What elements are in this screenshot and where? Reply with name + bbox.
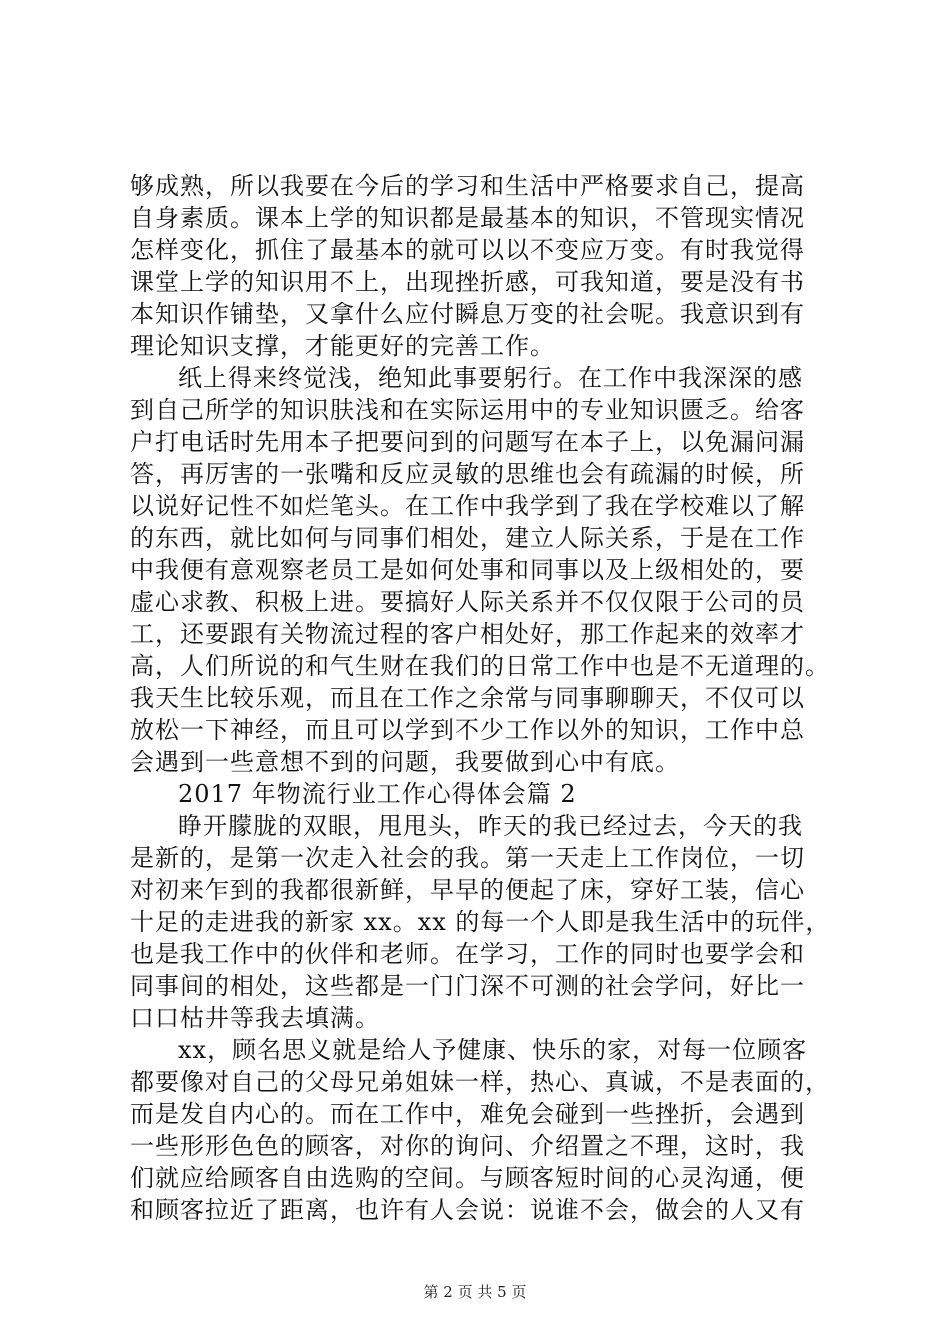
text-line: 放松一下神经，而且可以学到不少工作以外的知识，工作中总 xyxy=(130,716,805,744)
page-footer xyxy=(0,1282,950,1302)
text-line: 到自己所学的知识肤浅和在实际运用中的专业知识匮乏。给客 xyxy=(130,396,805,424)
text-line: 口口枯井等我去填满。 xyxy=(130,1004,380,1032)
text-line: 而是发自内心的。而在工作中，难免会碰到一些挫折，会遇到 xyxy=(130,1100,805,1128)
text-line: 本知识作铺垫，又拿什么应付瞬息万变的社会呢。我意识到有 xyxy=(130,300,805,328)
text-line: 自身素质。课本上学的知识都是最基本的知识，不管现实情况 xyxy=(130,204,805,232)
paragraph-start-line: 睁开朦胧的双眼，甩甩头，昨天的我已经过去，今天的我 xyxy=(178,812,803,840)
text-line: 对初来乍到的我都很新鲜，早早的便起了床，穿好工装，信心 xyxy=(130,876,805,904)
text-line: 课堂上学的知识用不上，出现挫折感，可我知道，要是没有书 xyxy=(130,268,805,296)
text-line: 同事间的相处，这些都是一门门深不可测的社会学问，好比一 xyxy=(130,972,805,1000)
text-line: 十足的走进我的新家 xx。xx 的每一个人即是我生活中的玩伴， xyxy=(130,908,831,936)
text-line: 怎样变化，抓住了最基本的就可以以不变应万变。有时我觉得 xyxy=(130,236,805,264)
text-line: 都要像对自己的父母兄弟姐妹一样，热心、真诚，不是表面的， xyxy=(130,1068,830,1096)
body-text xyxy=(130,170,830,1226)
text-line: 够成熟，所以我要在今后的学习和生活中严格要求自己，提高 xyxy=(130,172,805,200)
text-line: 和顾客拉近了距离，也许有人会说：说谁不会，做会的人又有 xyxy=(130,1196,805,1224)
text-line: 户打电话时先用本子把要问到的问题写在本子上，以免漏问漏 xyxy=(130,428,805,456)
paragraph-start-line: xx，顾名思义就是给人予健康、快乐的家，对每一位顾客 xyxy=(178,1036,808,1064)
text-line: 中我便有意观察老员工是如何处事和同事以及上级相处的，要 xyxy=(130,556,805,584)
text-line: 会遇到一些意想不到的问题，我要做到心中有底。 xyxy=(130,748,680,776)
text-line: 也是我工作中的伙伴和老师。在学习，工作的同时也要学会和 xyxy=(130,940,805,968)
text-line: 工，还要跟有关物流过程的客户相处好，那工作起来的效率才 xyxy=(130,620,805,648)
text-line: 我天生比较乐观，而且在工作之余常与同事聊聊天，不仅可以 xyxy=(130,684,805,712)
section-heading: 2017 年物流行业工作心得体会篇 2 xyxy=(178,780,577,808)
text-line: 们就应给顾客自由选购的空间。与顾客短时间的心灵沟通，便 xyxy=(130,1164,805,1192)
text-line: 高，人们所说的和气生财在我们的日常工作中也是不无道理的。 xyxy=(130,652,830,680)
text-line: 一些形形色色的顾客，对你的询问、介绍置之不理，这时，我 xyxy=(130,1132,805,1160)
text-line: 以说好记性不如烂笔头。在工作中我学到了我在学校难以了解 xyxy=(130,492,805,520)
text-line: 的东西，就比如何与同事们相处，建立人际关系，于是在工作 xyxy=(130,524,805,552)
text-line: 是新的，是第一次走入社会的我。第一天走上工作岗位，一切 xyxy=(130,844,805,872)
text-line: 虚心求教、积极上进。要搞好人际关系并不仅仅限于公司的员 xyxy=(130,588,805,616)
text-line: 理论知识支撑，才能更好的完善工作。 xyxy=(130,332,555,360)
paragraph-start-line: 纸上得来终觉浅，绝知此事要躬行。在工作中我深深的感 xyxy=(178,364,803,392)
text-line: 答，再厉害的一张嘴和反应灵敏的思维也会有疏漏的时候，所 xyxy=(130,460,805,488)
page-number: 第 2 页 共 5 页 xyxy=(423,1283,527,1301)
